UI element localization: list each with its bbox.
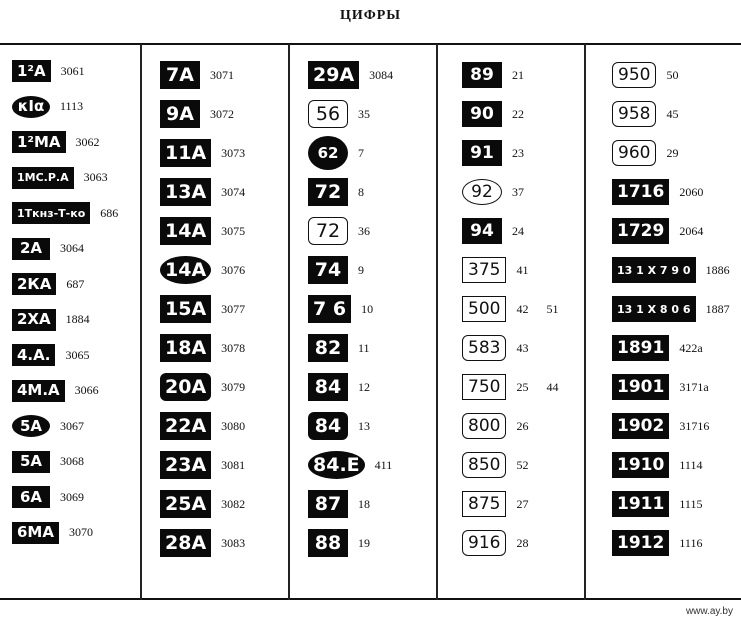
hallmark-stamp: 1901 [612,374,669,400]
catalog-number: 52 [516,457,529,472]
catalog-number: 29 [666,145,679,160]
hallmark-stamp: 4.А. [12,344,55,366]
catalog-number: 1113 [60,99,84,113]
catalog-number: 36 [358,223,370,238]
catalog-number: 19 [358,535,370,550]
hallmark-stamp: 1Ткнз-Т-ко [12,202,90,224]
catalog-number: 3078 [221,340,246,355]
stamp-row [160,489,245,519]
stamp-row [612,99,678,129]
stamp-row [308,60,393,90]
catalog-number: 2064 [679,223,704,238]
stamp-row [12,163,108,193]
catalog-number: 35 [358,106,370,121]
hallmark-stamp: 13 1 X 8 0 6 [612,296,696,322]
stamp-row [160,255,245,285]
catalog-number: 3073 [221,145,246,160]
catalog-number: 50 [666,67,679,82]
catalog-number: 28 [516,535,529,550]
catalog-number: 3171а [679,379,709,394]
hallmark-stamp: 9А [160,100,200,128]
stamp-row [308,99,370,129]
catalog-number: 3072 [210,106,234,121]
catalog-number: 27 [516,496,529,511]
catalog-number: 3066 [74,383,99,397]
catalog-number: 411 [374,457,393,472]
hallmark-stamp: 72 [308,178,348,206]
column-divider [436,44,438,600]
catalog-number: 3081 [221,457,246,472]
catalog-number: 8 [358,184,364,199]
hallmark-stamp: 800 [462,413,506,439]
stamp-row [612,372,709,402]
stamp-row [612,294,730,324]
stamp-row [462,216,524,246]
stamp-row [160,333,245,363]
stamp-row [12,340,89,370]
stamp-row [612,489,702,519]
catalog-number: 31716 [679,418,710,433]
hallmark-stamp: κΙα [12,96,50,118]
catalog-number: 21 [512,67,524,82]
stamp-row [12,482,84,512]
hallmark-stamp: 13 1 X 7 9 0 [612,257,696,283]
hallmark-stamp: 1911 [612,491,669,517]
hallmark-stamp: 583 [462,335,506,361]
stamp-row [612,138,678,168]
catalog-number: 25 [516,379,529,394]
stamp-row [160,294,245,324]
stamp-row [160,216,245,246]
stamp-row [462,450,528,480]
hallmark-stamp: 875 [462,491,506,517]
column-divider [584,44,586,600]
stamp-row [308,138,364,168]
catalog-number: 41 [516,262,529,277]
hallmark-stamp: 1²МА [12,131,66,153]
hallmark-stamp: 2КА [12,273,56,295]
stamp-row [12,92,83,122]
hallmark-stamp: 20А [160,373,211,401]
stamp-row [12,447,84,477]
stamp-row [12,376,99,406]
catalog-number: 42 [516,301,529,316]
stamp-row [612,333,703,363]
stamp-row [12,127,100,157]
stamp-row [308,333,370,363]
stamp-row [308,450,392,480]
hallmark-stamp: 29А [308,61,359,89]
stamp-row [612,216,703,246]
hallmark-stamp: 4М.А [12,380,65,402]
catalog-number-alt: 44 [546,379,559,394]
catalog-number: 9 [358,262,364,277]
hallmark-stamp: 14А [160,256,211,284]
hallmark-stamp: 1МС.Р.А [12,167,74,189]
catalog-number: 18 [358,496,370,511]
catalog-number: 11 [358,340,370,355]
catalog-number-alt: 51 [546,301,559,316]
catalog-number: 3075 [221,223,246,238]
catalog-number: 1884 [65,312,90,326]
stamp-row [612,411,709,441]
stamp-row [462,60,524,90]
catalog-number: 3076 [221,262,246,277]
hallmark-stamp: 5А [12,415,50,437]
hallmark-stamp: 94 [462,218,502,244]
hallmark-stamp: 74 [308,256,348,284]
stamp-row [462,99,524,129]
stamp-row [308,411,370,441]
column-divider [140,44,142,600]
hallmark-stamp: 88 [308,529,348,557]
stamp-row [612,450,702,480]
catalog-number: 3080 [221,418,246,433]
catalog-number: 3074 [221,184,246,199]
catalog-number: 3084 [369,67,394,82]
catalog-number: 24 [512,223,524,238]
hallmark-stamp: 7А [160,61,200,89]
catalog-number: 3063 [83,170,108,184]
stamp-row [12,305,90,335]
hallmark-stamp: 11А [160,139,211,167]
hallmark-stamp: 89 [462,62,502,88]
hallmark-stamp: 7 6 [308,295,351,323]
stamp-row [308,294,373,324]
stamp-row [12,269,84,299]
catalog-number: 1887 [705,301,730,316]
stamp-row [308,255,364,285]
stamp-row [308,177,364,207]
hallmark-stamp: 1729 [612,218,669,244]
hallmark-stamp: 14А [160,217,211,245]
hallmark-stamp: 13А [160,178,211,206]
bottom-rule [0,598,741,600]
stamp-row [308,528,370,558]
stamp-row [612,255,730,285]
stamp-row [462,372,558,402]
catalog-number: 3068 [60,454,84,468]
catalog-number: 1114 [679,457,703,472]
catalog-number: 2060 [679,184,704,199]
hallmark-stamp: 90 [462,101,502,127]
stamp-row [160,99,234,129]
hallmark-stamp: 15А [160,295,211,323]
stamp-row [462,528,528,558]
watermark: www.ay.by [685,606,733,617]
hallmark-stamp: 1716 [612,179,669,205]
stamp-row [612,177,703,207]
stamp-row [12,198,118,228]
stamp-row [160,528,245,558]
catalog-number: 422а [679,340,703,355]
top-rule [0,43,741,45]
stamp-row [160,177,245,207]
catalog-number: 10 [361,301,374,316]
hallmark-stamp: 950 [612,62,656,88]
catalog-number: 3069 [60,489,84,504]
catalog-number: 45 [666,106,679,121]
hallmark-stamp: 18А [160,334,211,362]
hallmark-stamp: 500 [462,296,506,322]
catalog-number: 23 [512,145,524,160]
page-title: ЦИФРЫ [339,8,402,23]
catalog-number: 3083 [221,535,246,550]
stamp-row [160,372,245,402]
hallmark-stamp: 2ХА [12,309,56,331]
hallmark-stamp: 1912 [612,530,669,556]
stamp-row [462,489,528,519]
stamp-row [160,60,234,90]
hallmark-stamp: 91 [462,140,502,166]
hallmark-stamp: 5А [12,451,50,473]
hallmark-stamp: 750 [462,374,506,400]
hallmark-stamp: 62 [308,136,348,170]
stamp-row [160,450,245,480]
hallmark-stamp: 375 [462,257,506,283]
column-divider [288,44,290,600]
hallmark-stamp: 1891 [612,335,669,361]
hallmark-stamp: 1902 [612,413,669,439]
hallmark-stamp: 1²А [12,60,51,82]
stamp-row [308,216,370,246]
catalog-number: 22 [512,106,524,121]
stamp-row [462,411,528,441]
hallmark-stamp: 92 [462,179,502,205]
hallmark-stamp: 25А [160,490,211,518]
catalog-number: 3079 [221,379,246,394]
hallmark-stamp: 22А [160,412,211,440]
catalog-number: 3077 [221,301,246,316]
hallmark-stamp: 6А [12,486,50,508]
catalog-number: 1116 [679,535,703,550]
catalog-number: 3067 [60,418,84,433]
stamp-row [462,177,524,207]
hallmark-stamp: 84 [308,412,348,440]
hallmark-stamp: 84 [308,373,348,401]
catalog-number: 7 [358,145,364,160]
hallmark-stamp: 87 [308,490,348,518]
hallmark-stamp: 2А [12,238,50,260]
catalog-number: 1115 [679,496,703,511]
catalog-number: 3065 [65,347,90,362]
catalog-number: 26 [516,418,529,433]
stamp-row [12,56,85,86]
stamp-row [160,138,245,168]
hallmark-stamp: 958 [612,101,656,127]
catalog-number: 1886 [705,262,730,277]
catalog-number: 3062 [75,134,100,149]
stamp-row [612,60,678,90]
stamp-row [612,528,702,558]
hallmark-stamp: 1910 [612,452,669,478]
hallmark-stamp: 23А [160,451,211,479]
hallmark-stamp: 72 [308,217,348,245]
stamp-row [12,411,84,441]
hallmark-stamp: 28А [160,529,211,557]
catalog-number: 3082 [221,496,246,511]
stamp-row [12,234,84,264]
stamp-row [160,411,245,441]
stamp-row [12,518,93,548]
stamp-row [462,138,524,168]
hallmark-stamp: 6МА [12,522,59,544]
catalog-number: 12 [358,379,370,394]
stamp-row [308,489,370,519]
stamp-row [462,255,528,285]
catalog-number: 3071 [210,67,234,82]
catalog-number: 13 [358,418,370,433]
catalog-number: 37 [512,184,524,199]
stamp-row [462,333,528,363]
catalog-number: 687 [66,276,85,291]
catalog-number: 3070 [68,525,93,539]
catalog-number: 3064 [60,241,84,255]
catalog-number: 3061 [60,63,85,78]
hallmark-stamp: 850 [462,452,506,478]
stamp-row [462,294,558,324]
hallmark-stamp: 916 [462,530,506,556]
hallmark-stamp: 84.Е [308,451,365,479]
hallmark-stamp: 960 [612,140,656,166]
catalog-number: 686 [100,205,119,220]
hallmark-stamp: 82 [308,334,348,362]
catalog-number: 43 [516,340,529,355]
hallmark-stamp: 56 [308,100,348,128]
stamp-row [308,372,370,402]
